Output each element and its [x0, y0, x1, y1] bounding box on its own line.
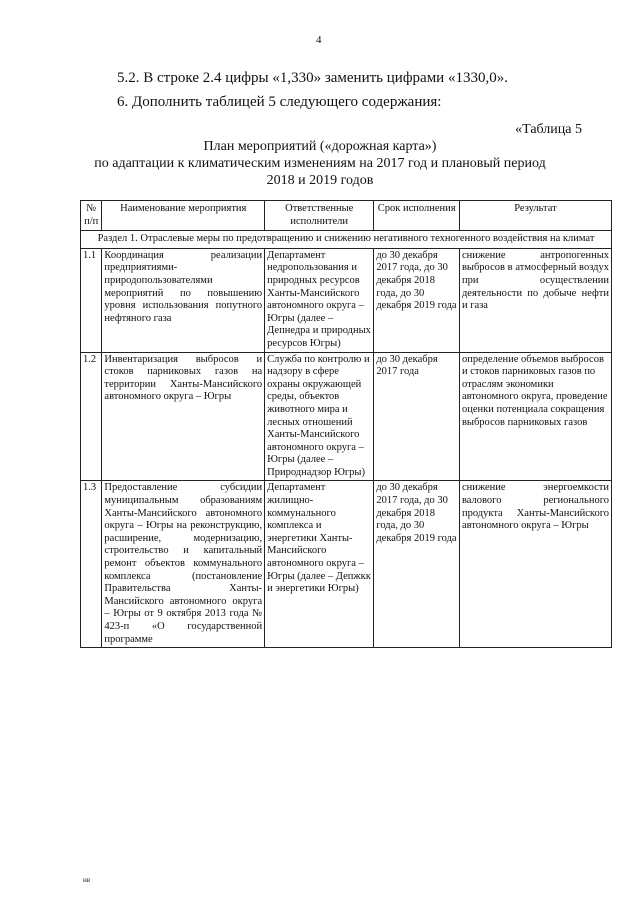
plan-title-line-1: План мероприятий («дорожная карта»)	[203, 139, 437, 154]
paragraph-add-table: 6. Дополнить таблицей 5 следующего содержания:	[117, 94, 442, 110]
row-deadline: до 30 декабря 2017 года, до 30 декабря 2018 года, до 30 декабря 2019 года	[374, 248, 460, 352]
row-activity: Координация реализации предприятиями-природопользователями мероприятий по повышению уровня использования попутного нефтяного газа	[102, 248, 265, 352]
header-responsible: Ответственные исполнители	[265, 201, 374, 231]
table-row	[81, 352, 612, 481]
page-number: 4	[316, 34, 322, 46]
row-responsible: Департамент недропользования и природных ресурсов Ханты-Мансийского автономного округа – Югры (далее – Депнедра и природных ресурсов Югры)	[265, 248, 374, 352]
roadmap-table	[80, 200, 612, 648]
paragraph-amendment: 5.2. В строке 2.4 цифры «1,330» заменить цифрами «1330,0».	[117, 70, 508, 86]
header-number: № п/п	[81, 201, 102, 231]
table-label: «Таблица 5	[515, 122, 582, 137]
row-deadline: до 30 декабря 2017 года	[374, 352, 460, 481]
row-result: снижение антропогенных выбросов в атмосферный воздух при осуществлении деятельности по добыче нефти и газа	[459, 248, 611, 352]
row-number: 1.1	[81, 248, 102, 352]
row-number: 1.3	[81, 481, 102, 648]
header-deadline: Срок исполнения	[374, 201, 460, 231]
section-row	[81, 231, 612, 249]
row-number: 1.2	[81, 352, 102, 481]
row-result: определение объемов выбросов и стоков парниковых газов по отраслям экономики автономного округа, проведение оценки потенциала сокращения выбросов парниковых газов	[459, 352, 611, 481]
row-deadline: до 30 декабря 2017 года, до 30 декабря 2018 года, до 30 декабря 2019 года	[374, 481, 460, 648]
table-header-row	[81, 201, 612, 231]
row-activity: Инвентаризация выбросов и стоков парниковых газов на территории Ханты-Мансийского автономного округа – Югры	[102, 352, 265, 481]
plan-title-line-2: по адаптации к климатическим изменениям на 2017 год и плановый период	[94, 156, 546, 171]
row-responsible: Служба по контролю и надзору в сфере охраны окружающей среды, объектов животного мира и лесных отношений Ханты-Мансийского автономного округа – Югры (далее – Природнадзор Югры)	[265, 352, 374, 481]
plan-title-line-3: 2018 и 2019 годов	[266, 173, 374, 188]
table-row	[81, 248, 612, 352]
table-row	[81, 481, 612, 648]
footer-mark: нв	[83, 876, 91, 884]
header-activity: Наименование мероприятия	[102, 201, 265, 231]
row-responsible: Департамент жилищно-коммунального комплекса и энергетики Ханты-Мансийского автономного округа – Югры (далее – Депжкк и энергетики Югры)	[265, 481, 374, 648]
header-result: Результат	[459, 201, 611, 231]
row-result: снижение энергоемкости валового регионального продукта Ханты-Мансийского автономного округа – Югры	[459, 481, 611, 648]
section-title: Раздел 1. Отраслевые меры по предотвращению и снижению негативного техногенного воздействия на климат	[81, 231, 612, 249]
row-activity: Предоставление субсидии муниципальным образованиям Ханты-Мансийского автономного округа – Югры на реконструкцию, расширение, модернизацию, строительство и капитальный ремонт объектов коммунального комплекса (постановление Правительства Ханты-Мансийского автономного округа – Югры от 9 октября 2013 года № 423-п «О государственной программе	[102, 481, 265, 648]
